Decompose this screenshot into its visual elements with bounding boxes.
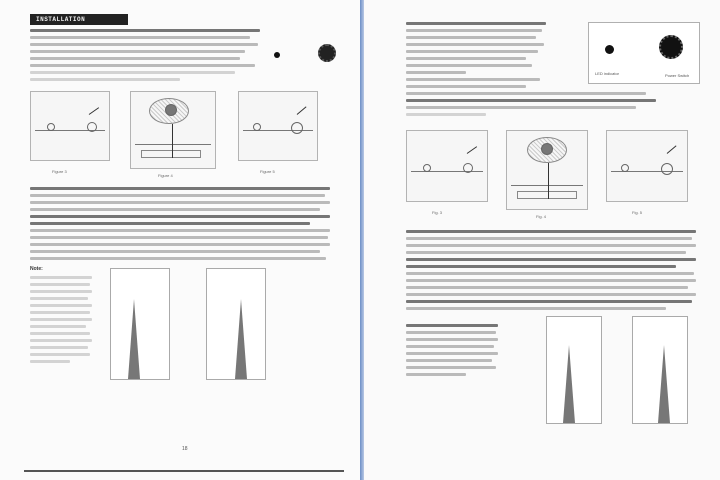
text-line [406, 251, 686, 254]
text-line [406, 85, 526, 88]
page-number: 18 [182, 446, 188, 452]
power-knob-icon [318, 44, 336, 62]
text-line [30, 43, 258, 46]
text-line [30, 250, 320, 253]
text-line [406, 272, 694, 275]
text-line [406, 244, 696, 247]
text-line [406, 300, 692, 303]
figure-4-caption: Fig. 4 [536, 214, 547, 219]
text-line [406, 78, 540, 81]
text-line [30, 71, 235, 74]
text-line [406, 64, 532, 67]
graph-left-a [110, 268, 170, 380]
right-page [364, 0, 720, 480]
text-line [406, 279, 696, 282]
figure-5 [606, 130, 688, 202]
text-line [30, 36, 250, 39]
text-line [30, 29, 260, 32]
figure-4 [506, 130, 588, 210]
note-section [406, 316, 702, 440]
figure-4-caption: Figure 4 [158, 173, 173, 178]
text-line [30, 78, 180, 81]
text-line [406, 50, 538, 53]
figure-5-caption: Fig. 5 [632, 210, 643, 215]
text-line [406, 106, 636, 109]
figure-5-caption: Figure 5 [260, 169, 275, 174]
note-text-block [406, 320, 502, 380]
page-bottom-rule [24, 470, 344, 472]
power-knob-icon [659, 35, 683, 59]
text-line [30, 64, 255, 67]
text-line [30, 222, 310, 225]
text-line [406, 57, 526, 60]
graph-right-a [546, 316, 602, 424]
text-line [30, 208, 320, 211]
led-indicator-label: LED indicator [595, 71, 620, 76]
text-line [406, 113, 486, 116]
text-line [406, 99, 656, 102]
text-line [30, 215, 330, 218]
text-line [406, 22, 546, 25]
text-line [30, 57, 240, 60]
text-line [30, 257, 326, 260]
note-text-block [30, 266, 96, 367]
text-line [406, 71, 466, 74]
figure-3 [406, 130, 488, 202]
text-line [30, 229, 330, 232]
led-indicator-icon [274, 52, 280, 58]
text-line [406, 92, 646, 95]
figure-5 [238, 91, 318, 161]
text-line [406, 43, 544, 46]
section-heading: INSTALLATION [30, 14, 128, 25]
figure-3 [30, 91, 110, 161]
power-switch-label: Power Switch [665, 73, 690, 78]
text-line [406, 230, 696, 233]
text-line [406, 307, 666, 310]
text-line [406, 258, 696, 261]
text-line [406, 36, 536, 39]
text-line [406, 293, 696, 296]
note-label: Note: [30, 266, 43, 272]
figure-row [30, 91, 346, 183]
figure-4 [130, 91, 216, 169]
text-line [406, 265, 676, 268]
text-line [30, 187, 330, 190]
control-panel-illustration [588, 22, 700, 84]
note-section [30, 266, 346, 396]
text-line [30, 50, 245, 53]
text-line [406, 237, 692, 240]
led-indicator-icon [605, 45, 614, 54]
text-line [406, 286, 688, 289]
text-line [30, 194, 325, 197]
figure-3-caption: Figure 3 [52, 169, 67, 174]
text-line [406, 29, 542, 32]
figure-3-caption: Fig. 3 [432, 210, 443, 215]
figure-row [406, 130, 702, 226]
text-line [30, 201, 330, 204]
graph-right-b [632, 316, 688, 424]
text-line [30, 236, 328, 239]
control-panel-illustration [262, 30, 344, 82]
graph-left-b [206, 268, 266, 380]
text-line [30, 243, 330, 246]
